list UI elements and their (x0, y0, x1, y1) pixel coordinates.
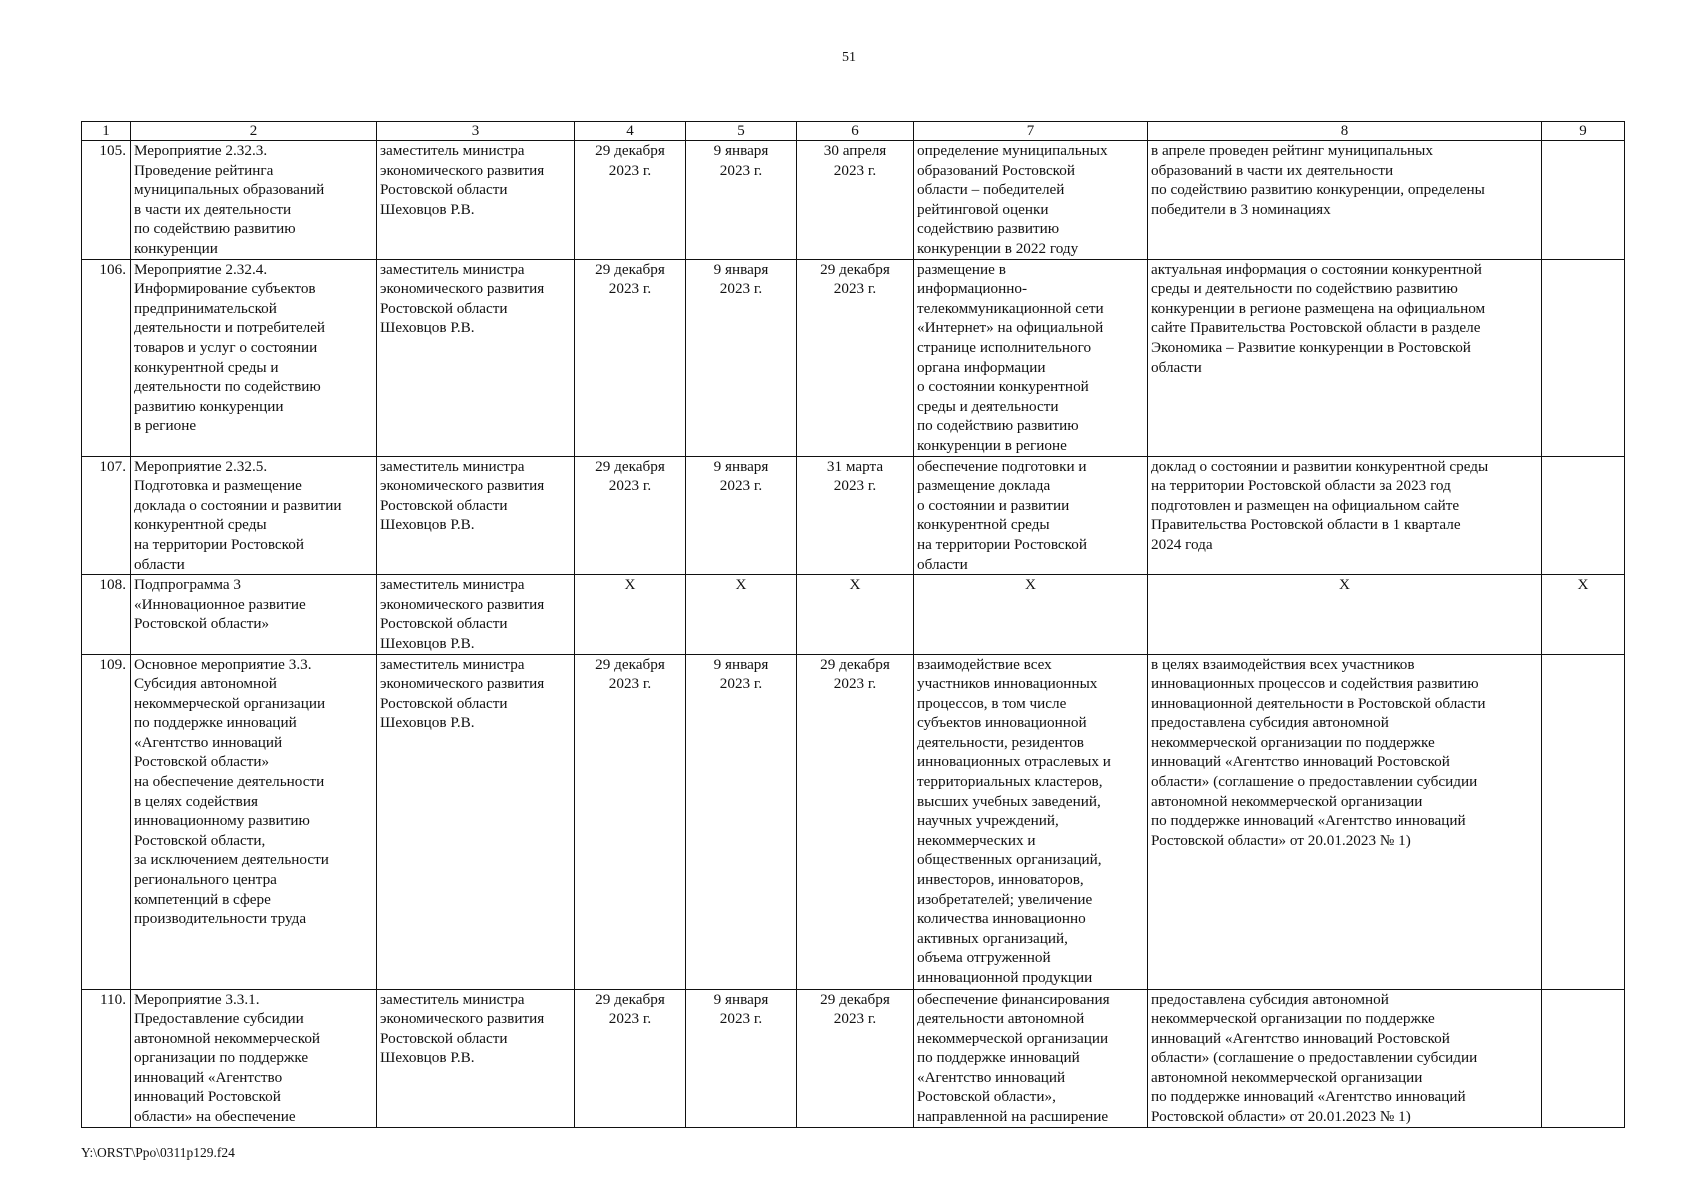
actual-result: предоставлена субсидия автономной некоммерческой организации по поддержке инноваций «Агентство инноваций Ростовской области» (соглашение о предоставлении субсидии автономной некоммерческой организации по поддержке инноваций «Агентство инноваций Ростовской области» от 20.01.2023 № 1) (1148, 989, 1542, 1127)
header-row (82, 122, 1625, 141)
start-date: 9 января 2023 г. (686, 259, 797, 456)
actual-result: доклад о состоянии и развитии конкурентной среды на территории Ростовской области за 2023 год подготовлен и размещен на официальном сайте Правительства Ростовской области в 1 квартале 2024 года (1148, 456, 1542, 575)
table-row (82, 654, 1625, 989)
header-cell: 5 (686, 122, 797, 141)
start-date: 9 января 2023 г. (686, 141, 797, 260)
notes (1542, 259, 1625, 456)
event-name: Мероприятие 2.32.3. Проведение рейтинга муниципальных образований в части их деятельности по содействию развитию конкуренции (131, 141, 377, 260)
responsible-person: заместитель министра экономического развития Ростовской области Шеховцов Р.В. (377, 654, 575, 989)
row-number: 105. (82, 141, 131, 260)
table-row (82, 575, 1625, 654)
responsible-person: заместитель министра экономического развития Ростовской области Шеховцов Р.В. (377, 575, 575, 654)
responsible-person: заместитель министра экономического развития Ростовской области Шеховцов Р.В. (377, 141, 575, 260)
row-number: 108. (82, 575, 131, 654)
plan-date: 29 декабря 2023 г. (575, 259, 686, 456)
start-date: Х (686, 575, 797, 654)
notes: Х (1542, 575, 1625, 654)
header-cell: 1 (82, 122, 131, 141)
event-name: Мероприятие 2.32.4. Информирование субъектов предпринимательской деятельности и потребителей товаров и услуг о состоянии конкурентной среды и деятельности по содействию развитию конкуренции в регионе (131, 259, 377, 456)
plan-date: Х (575, 575, 686, 654)
end-date: 29 декабря 2023 г. (797, 654, 914, 989)
start-date: 9 января 2023 г. (686, 654, 797, 989)
event-name: Основное мероприятие 3.3. Субсидия автономной некоммерческой организации по поддержке инноваций «Агентство инноваций Ростовской области» на обеспечение деятельности в целях содействия инновационному развитию Ростовской области, за исключением деятельности регионального центра компетенций в сфере производительности труда (131, 654, 377, 989)
responsible-person: заместитель министра экономического развития Ростовской области Шеховцов Р.В. (377, 989, 575, 1127)
table-row (82, 989, 1625, 1127)
header-cell: 3 (377, 122, 575, 141)
table-row (82, 141, 1625, 260)
actual-result: Х (1148, 575, 1542, 654)
actual-result: в целях взаимодействия всех участников инновационных процессов и содействия развитию инновационной деятельности в Ростовской области предоставлена субсидия автономной некоммерческой организации по поддержке инноваций «Агентство инноваций Ростовской области» (соглашение о предоставлении субсидии автономной некоммерческой организации по поддержке инноваций «Агентство инноваций Ростовской области» от 20.01.2023 № 1) (1148, 654, 1542, 989)
header-cell: 7 (914, 122, 1148, 141)
start-date: 9 января 2023 г. (686, 989, 797, 1127)
expected-result: определение муниципальных образований Ростовской области – победителей рейтинговой оценки содействию развитию конкуренции в 2022 году (914, 141, 1148, 260)
end-date: 29 декабря 2023 г. (797, 989, 914, 1127)
end-date: 30 апреля 2023 г. (797, 141, 914, 260)
start-date: 9 января 2023 г. (686, 456, 797, 575)
expected-result: обеспечение подготовки и размещение доклада о состоянии и развитии конкурентной среды на территории Ростовской области (914, 456, 1148, 575)
event-name: Подпрограмма 3 «Инновационное развитие Ростовской области» (131, 575, 377, 654)
responsible-person: заместитель министра экономического развития Ростовской области Шеховцов Р.В. (377, 259, 575, 456)
header-cell: 8 (1148, 122, 1542, 141)
footer-file-path: Y:\ORST\Ppo\0311p129.f24 (81, 1145, 235, 1160)
events-table (81, 121, 1625, 1128)
row-number: 106. (82, 259, 131, 456)
notes (1542, 654, 1625, 989)
header-cell: 2 (131, 122, 377, 141)
expected-result: обеспечение финансирования деятельности автономной некоммерческой организации по поддержке инноваций «Агентство инноваций Ростовской области», направленной на расширение (914, 989, 1148, 1127)
table-row (82, 456, 1625, 575)
row-number: 110. (82, 989, 131, 1127)
plan-date: 29 декабря 2023 г. (575, 141, 686, 260)
end-date: 29 декабря 2023 г. (797, 259, 914, 456)
plan-date: 29 декабря 2023 г. (575, 989, 686, 1127)
notes (1542, 456, 1625, 575)
notes (1542, 141, 1625, 260)
header-cell: 4 (575, 122, 686, 141)
actual-result: в апреле проведен рейтинг муниципальных образований в части их деятельности по содействию развитию конкуренции, определены победители в 3 номинациях (1148, 141, 1542, 260)
event-name: Мероприятие 3.3.1. Предоставление субсидии автономной некоммерческой организации по поддержке инноваций «Агентство инноваций Ростовской области» на обеспечение (131, 989, 377, 1127)
actual-result: актуальная информация о состоянии конкурентной среды и деятельности по содействию развитию конкуренции в регионе размещена на официальном сайте Правительства Ростовской области в разделе Экономика – Развитие конкуренции в Ростовской области (1148, 259, 1542, 456)
row-number: 107. (82, 456, 131, 575)
end-date: 31 марта 2023 г. (797, 456, 914, 575)
plan-date: 29 декабря 2023 г. (575, 654, 686, 989)
expected-result: размещение в информационно- телекоммуникационной сети «Интернет» на официальной странице исполнительного органа информации о состоянии конкурентной среды и деятельности по содействию развитию конкуренции в регионе (914, 259, 1148, 456)
row-number: 109. (82, 654, 131, 989)
responsible-person: заместитель министра экономического развития Ростовской области Шеховцов Р.В. (377, 456, 575, 575)
notes (1542, 989, 1625, 1127)
plan-date: 29 декабря 2023 г. (575, 456, 686, 575)
table-row (82, 259, 1625, 456)
expected-result: Х (914, 575, 1148, 654)
header-cell: 9 (1542, 122, 1625, 141)
header-cell: 6 (797, 122, 914, 141)
expected-result: взаимодействие всех участников инновационных процессов, в том числе субъектов инновационной деятельности, резидентов инновационных отраслевых и территориальных кластеров, высших учебных заведений, научных учреждений, некоммерческих и общественных организаций, инвесторов, инноваторов, изобретателей; увеличение количества инновационно активных организаций, объема отгруженной инновационной продукции (914, 654, 1148, 989)
event-name: Мероприятие 2.32.5. Подготовка и размещение доклада о состоянии и развитии конкурентной среды на территории Ростовской области (131, 456, 377, 575)
end-date: Х (797, 575, 914, 654)
page-number: 51 (842, 50, 856, 65)
